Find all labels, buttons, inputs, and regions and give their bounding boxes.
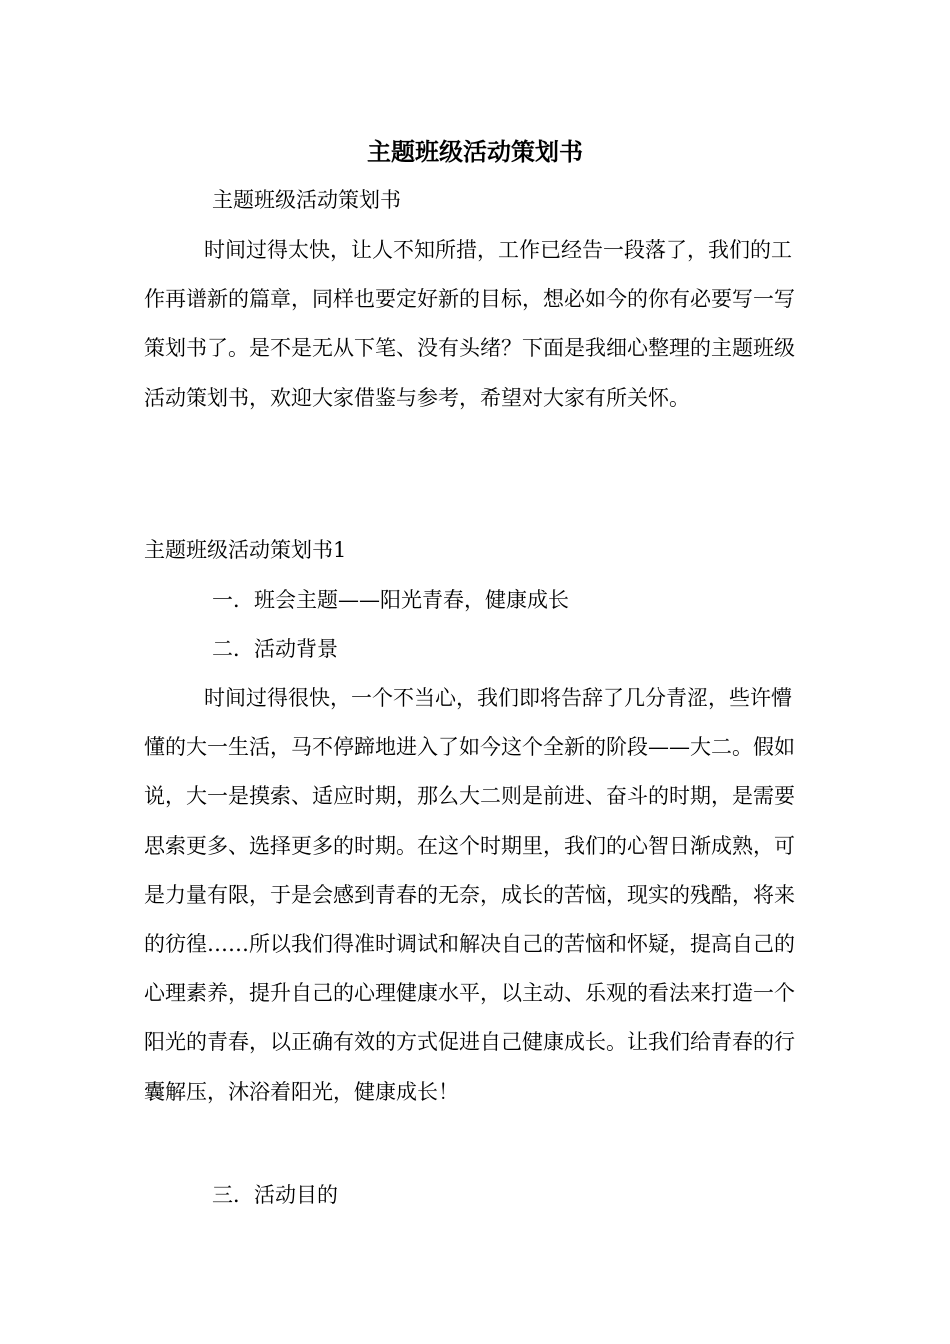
- background-paragraph: [144, 674, 810, 1117]
- section-heading: 主题班级活动策划书1: [144, 538, 347, 562]
- list-item-purpose: 三．活动目的: [212, 1183, 338, 1207]
- list-item-theme: 一．班会主题——阳光青春，健康成长: [212, 588, 569, 612]
- intro-paragraph: [144, 226, 810, 423]
- intro-text: 时间过得太快，让人不知所措，工作已经告一段落了，我们的工作再谱新的篇章，同样也要定好新的目标，想必如今的你有必要写一写策划书了。是不是无从下笔、没有头绪？下面是我细心整理的主题班级活动策划书，欢迎大家借鉴与参考，希望对大家有所关怀。: [144, 238, 795, 410]
- background-text: 时间过得很快，一个不当心，我们即将告辞了几分青涩，些许懵懂的大一生活，马不停蹄地进入了如今这个全新的阶段——大二。假如说，大一是摸索、适应时期，那么大二则是前进、奋斗的时期，是需要思索更多、选择更多的时期。在这个时期里，我们的心智日渐成熟，可是力量有限，于是会感到青春的无奈，成长的苦恼，现实的残酷，将来的彷徨……所以我们得准时调试和解决自己的苦恼和怀疑，提高自己的心理素养，提升自己的心理健康水平，以主动、乐观的看法来打造一个阳光的青春，以正确有效的方式促进自己健康成长。让我们给青春的行囊解压，沐浴着阳光，健康成长！: [144, 686, 795, 1104]
- document-subtitle: 主题班级活动策划书: [212, 188, 401, 212]
- document-title: 主题班级活动策划书: [367, 137, 583, 166]
- list-item-background: 二．活动背景: [212, 637, 338, 661]
